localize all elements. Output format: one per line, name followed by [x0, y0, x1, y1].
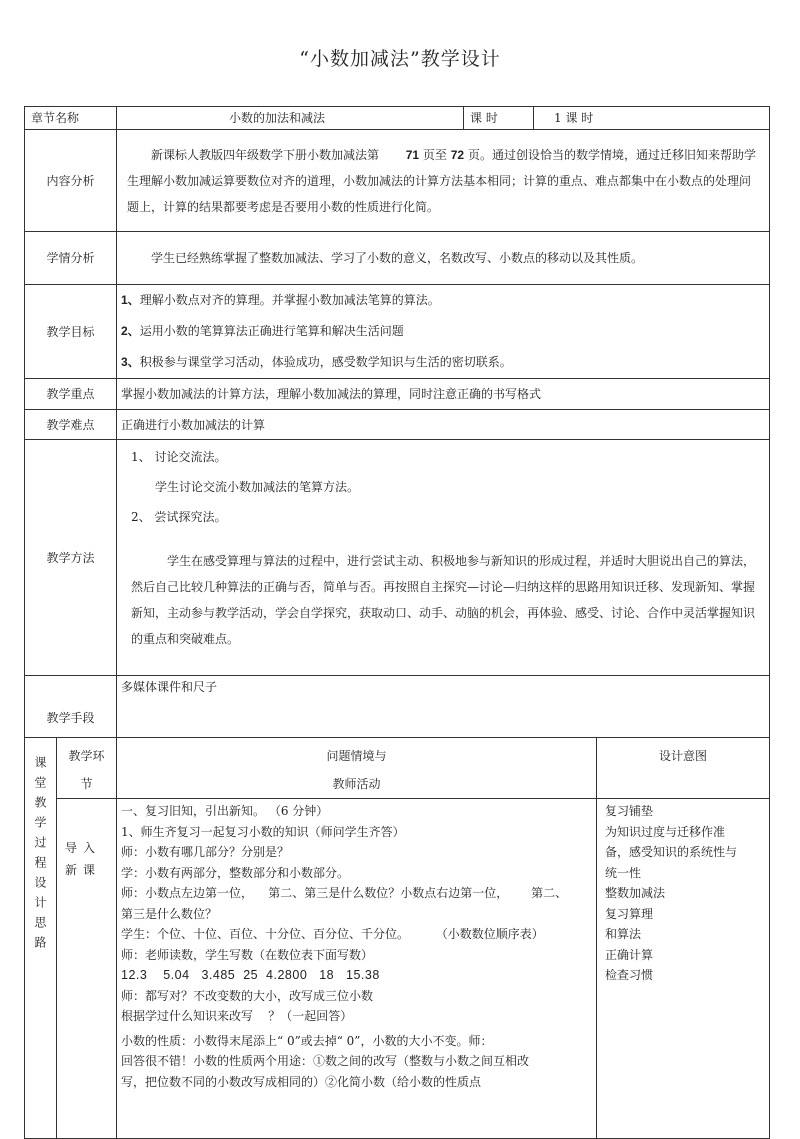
intent-line: 统一性 [605, 865, 642, 880]
intent-line: 复习铺垫 [605, 804, 654, 818]
intent-header: 设计意图 [658, 749, 707, 763]
activity-line: 学生：个位、十位、百位、十分位、百分位、千分位。 （小数数位顺序表） [121, 927, 544, 941]
process-table [24, 737, 770, 1139]
process-header-row [25, 738, 770, 799]
activity-line: 师：老师读数，学生写数（在数位表下面写数） [121, 947, 374, 962]
content-analysis-text: 新课标人教版四年级数学下册小数加减法第 71 页至 72 页。通过创设恰当的数学情境，通过迁移旧知来帮助学生理解小数加减运算要数位对齐的道理，小数加减法的计算方法基本相同；计算的重点、难点都集中在小数点的处理问题上，计算的结果都要考虑是否要用小数的性质进行化简。 [127, 147, 756, 214]
intent-line: 检查习惯 [605, 968, 654, 982]
means-text: 多媒体课件和尺子 [117, 676, 770, 738]
number-list: 12.3 5.04 3.485 25 4.2800 18 15.38 [121, 968, 380, 982]
difficulty-label: 教学难点 [25, 410, 117, 440]
method-2-desc: 学生在感受算理与算法的过程中，进行尝试主动、积极地参与新知识的形成过程，并适时大胆说出自己的算法，然后自己比较几种算法的正确与否，简单与否。再按照自主探究—讨论—归纳这样的思路用知识迁移、发现新知、掌握新知，主动参与教学活动，学会自学探究，获取动口、动手、动脑的机会，再体验、感受、讨论、合作中灵活掌握知识的重点和突破难点。 [131, 554, 756, 646]
stage-header-2: 节 [80, 777, 93, 791]
activity-line: 学：小数有两部分，整数部分和小数部分。 [121, 865, 350, 880]
key-point-text: 掌握小数加减法的计算方法，理解小数加减法的算理，同时注意正确的书写格式 [117, 379, 770, 410]
difficulty-text: 正确进行小数加减法的计算 [117, 410, 770, 440]
goals-label: 教学目标 [25, 285, 117, 379]
stage-header-1: 教学环 [68, 749, 105, 763]
goal-item: 3、积极参与课堂学习活动，体验成功，感受数学知识与生活的密切联系。 [121, 355, 512, 369]
activity-line: 小数的性质：小数得末尾添上“ 0”或去掉“ 0”，小数的大小不变。师： [121, 1033, 493, 1048]
chapter-value: 小数的加法和减法 [117, 107, 464, 130]
intent-line: 复习算理 [605, 906, 654, 921]
activity-line: 写，把位数不同的小数改写成相同的）②化简小数（给小数的性质点 [121, 1074, 482, 1089]
intent-line: 为知识过度与迁移作准 [605, 824, 726, 839]
method-row [25, 440, 770, 676]
activity-line: 师：小数有哪几部分？分别是？ [121, 845, 290, 859]
key-point-label: 教学重点 [25, 379, 117, 410]
student-analysis-row [25, 232, 770, 285]
document-title: “小数加减法”教学设计 [299, 48, 501, 70]
method-2: 2、 尝试探究法。 [131, 510, 227, 524]
difficulty-row [25, 410, 770, 440]
activity-line: 师：都写对？不改变数的大小，改写成三位小数 [121, 988, 374, 1003]
goal-item: 1、理解小数点对齐的算理。并掌握小数加减法笔算的算法。 [121, 293, 440, 307]
intent-body [597, 799, 770, 1139]
chapter-label: 章节名称 [25, 107, 117, 130]
period-label: 课 时 [464, 107, 534, 130]
activity-line: 1、师生齐复习一起复习小数的知识（师问学生齐答） [121, 824, 405, 839]
content-analysis-row [25, 130, 770, 232]
goal-item: 2、运用小数的笔算算法正确进行笔算和解决生活问题 [121, 324, 404, 338]
activity-header-2: 教师活动 [332, 777, 381, 791]
process-body-row [25, 799, 770, 1139]
stage-label: 导入新课 [65, 841, 102, 877]
key-point-row [25, 379, 770, 410]
lesson-info-table [24, 106, 770, 738]
content-analysis-label: 内容分析 [25, 130, 117, 232]
process-side-label: 课堂教学过程设计思路 [33, 756, 47, 956]
method-1-desc: 学生讨论交流小数加减法的笔算方法。 [155, 480, 360, 494]
student-analysis-label: 学情分析 [25, 232, 117, 285]
activity-line: 第三是什么数位？ [121, 906, 218, 921]
intent-line: 备，感受知识的系统性与 [605, 845, 738, 859]
activity-line: 回答很不错！小数的性质两个用途：①数之间的改写（整数与小数之间互相改 [121, 1054, 530, 1068]
activity-line: 根据学过什么知识来改写 ？（一起回答） [121, 1009, 353, 1023]
means-row [25, 676, 770, 738]
method-1: 1、 讨论交流法。 [131, 450, 227, 464]
student-analysis-text: 学生已经熟练掌握了整数加减法、学习了小数的意义，名数改写、小数点的移动以及其性质。 [151, 251, 644, 265]
activity-body [117, 799, 597, 1139]
means-label: 教学手段 [25, 676, 117, 738]
intent-line: 和算法 [605, 927, 642, 941]
intent-line: 正确计算 [605, 947, 654, 962]
activity-header-1: 问题情境与 [326, 749, 387, 763]
goals-row [25, 285, 770, 379]
chapter-row [25, 107, 770, 130]
intent-line: 整数加减法 [605, 886, 666, 900]
activity-line: 一、复习旧知，引出新知。 （6 分钟） [121, 804, 329, 818]
method-label: 教学方法 [25, 440, 117, 676]
activity-line: 师：小数点左边第一位， 第二、第三是什么数位？小数点右边第一位， 第二、 [121, 886, 568, 900]
period-value: 1 课 时 [534, 107, 770, 130]
